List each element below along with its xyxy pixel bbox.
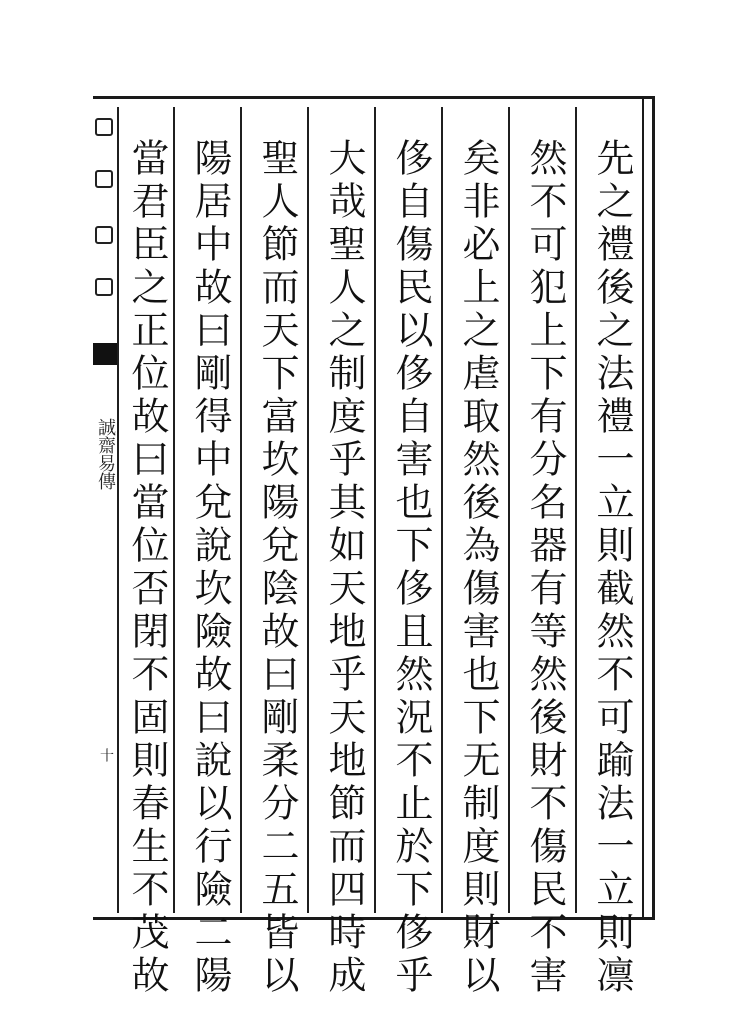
text-column-8: 當君臣之正位故曰當位否閉不固則春生不茂故 — [125, 138, 169, 998]
column-rule — [374, 107, 376, 913]
text-column-4: 侈自傷民以侈自害也下侈且然況不止於下侈乎 — [389, 138, 433, 998]
text-column-3: 矣非必上之虐取然後為傷害也下无制度則財以 — [456, 138, 500, 998]
margin-page-number: 十 — [98, 748, 114, 762]
fishtail-mark — [93, 343, 117, 365]
column-rule — [307, 107, 309, 913]
margin-mark — [95, 226, 113, 244]
text-column-1: 先之禮後之法禮一立則截然不可踰法一立則凛 — [590, 138, 634, 998]
margin-book-title: 誠齋易傳 — [95, 418, 116, 490]
text-column-5: 大哉聖人之制度乎其如天地乎天地節而四時成 — [322, 138, 366, 998]
margin-mark — [95, 118, 113, 136]
frame-inner-rule — [642, 99, 644, 917]
column-rule — [575, 107, 577, 913]
column-rule — [508, 107, 510, 913]
text-column-7: 陽居中故曰剛得中兌說坎險故曰說以行險二陽 — [188, 138, 232, 998]
column-rule — [240, 107, 242, 913]
margin-mark — [95, 278, 113, 296]
text-column-6: 聖人節而天下富坎陽兌陰故曰剛柔分二五皆以 — [255, 138, 299, 998]
margin-strip — [93, 100, 115, 918]
margin-mark — [95, 170, 113, 188]
column-rule — [441, 107, 443, 913]
text-column-2: 然不可犯上下有分名器有等然後財不傷民不害 — [523, 138, 567, 998]
